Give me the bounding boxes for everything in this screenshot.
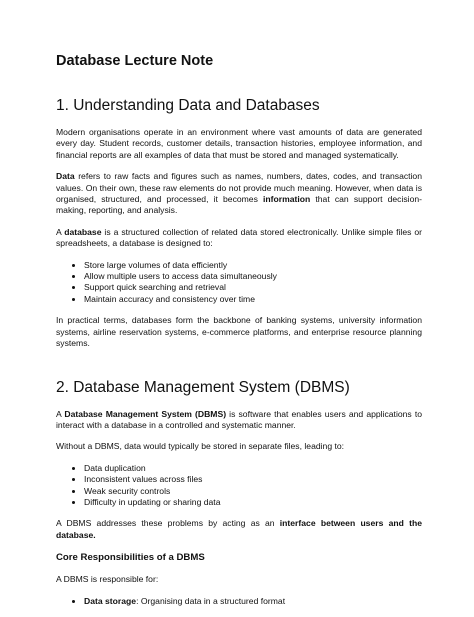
data-text-a: refers to raw facts and figures such as names, numbers, dates, codes, and transaction values. On their own, these raw elements do not provide much meaning. However, when data is organised, structured, and processed, it becomes	[56, 171, 422, 205]
section-1-intro: Modern organisations operate in an environment where vast amounts of data are generated every day. Student records, customer details, transaction histories, employee information, and financial reports are all examples of data that must be stored and managed systematically.	[56, 127, 422, 160]
file-problems-list	[56, 463, 422, 509]
database-term: database	[64, 226, 102, 237]
responsibility-text: : Organising data in a structured format	[136, 595, 286, 606]
database-prefix: A	[56, 226, 65, 237]
dbms-prefix: A	[56, 408, 65, 419]
without-dbms-paragraph: Without a DBMS, data would typically be stored in separate files, leading to:	[56, 441, 345, 452]
list-item	[84, 596, 422, 607]
list-item: • Inconsistent values across files	[84, 474, 422, 485]
addresses-text: A DBMS addresses these problems by acting as an	[56, 518, 280, 529]
responsible-paragraph: A DBMS is responsible for:	[56, 574, 159, 585]
database-text: is a structured collection of related data stored electronically. Unlike simple files or spreadsheets, a database is designed to:	[56, 226, 422, 249]
document-title: Database Lecture Note	[56, 53, 214, 69]
list-item: • Weak security controls	[84, 486, 422, 497]
information-term: information	[263, 194, 311, 205]
list-item: • Support quick searching and retrieval	[84, 282, 422, 293]
dbms-term: Database Management System (DBMS)	[64, 408, 227, 419]
section-spacer	[56, 360, 422, 378]
document-page	[56, 52, 422, 617]
data-definition-paragraph	[56, 171, 422, 217]
list-item: • Allow multiple users to access data simultaneously	[84, 271, 422, 282]
list-item: • Store large volumes of data efficiently	[84, 260, 422, 271]
section-1-heading: 1. Understanding Data and Databases	[56, 97, 320, 114]
core-responsibilities-heading: Core Responsibilities of a DBMS	[56, 552, 205, 564]
data-text-b: that can support decision-making, reporting, and analysis.	[56, 194, 422, 216]
section-2-heading: 2. Database Management System (DBMS)	[56, 378, 350, 396]
section-1-closing: In practical terms, databases form the backbone of banking systems, university information systems, airline reservation systems, e-commerce platforms, and enterprise resource planning systems.	[56, 315, 422, 349]
dbms-text: is software that enables users and applications to interact with a database in a controlled and systematic manner.	[56, 408, 422, 430]
list-item: • Difficulty in updating or sharing data	[84, 497, 422, 508]
dbms-definition-paragraph	[56, 409, 422, 432]
list-item: • Maintain accuracy and consistency over time	[84, 294, 422, 305]
dbms-interface-paragraph	[56, 518, 422, 541]
database-capabilities-list	[56, 260, 422, 306]
responsibility-term: Data storage	[84, 595, 137, 606]
responsibilities-list	[56, 596, 422, 607]
data-term: Data	[56, 171, 75, 182]
list-item: • Data duplication	[84, 463, 422, 474]
interface-term: interface between users and the database.	[56, 518, 422, 540]
database-definition-paragraph	[56, 227, 422, 250]
